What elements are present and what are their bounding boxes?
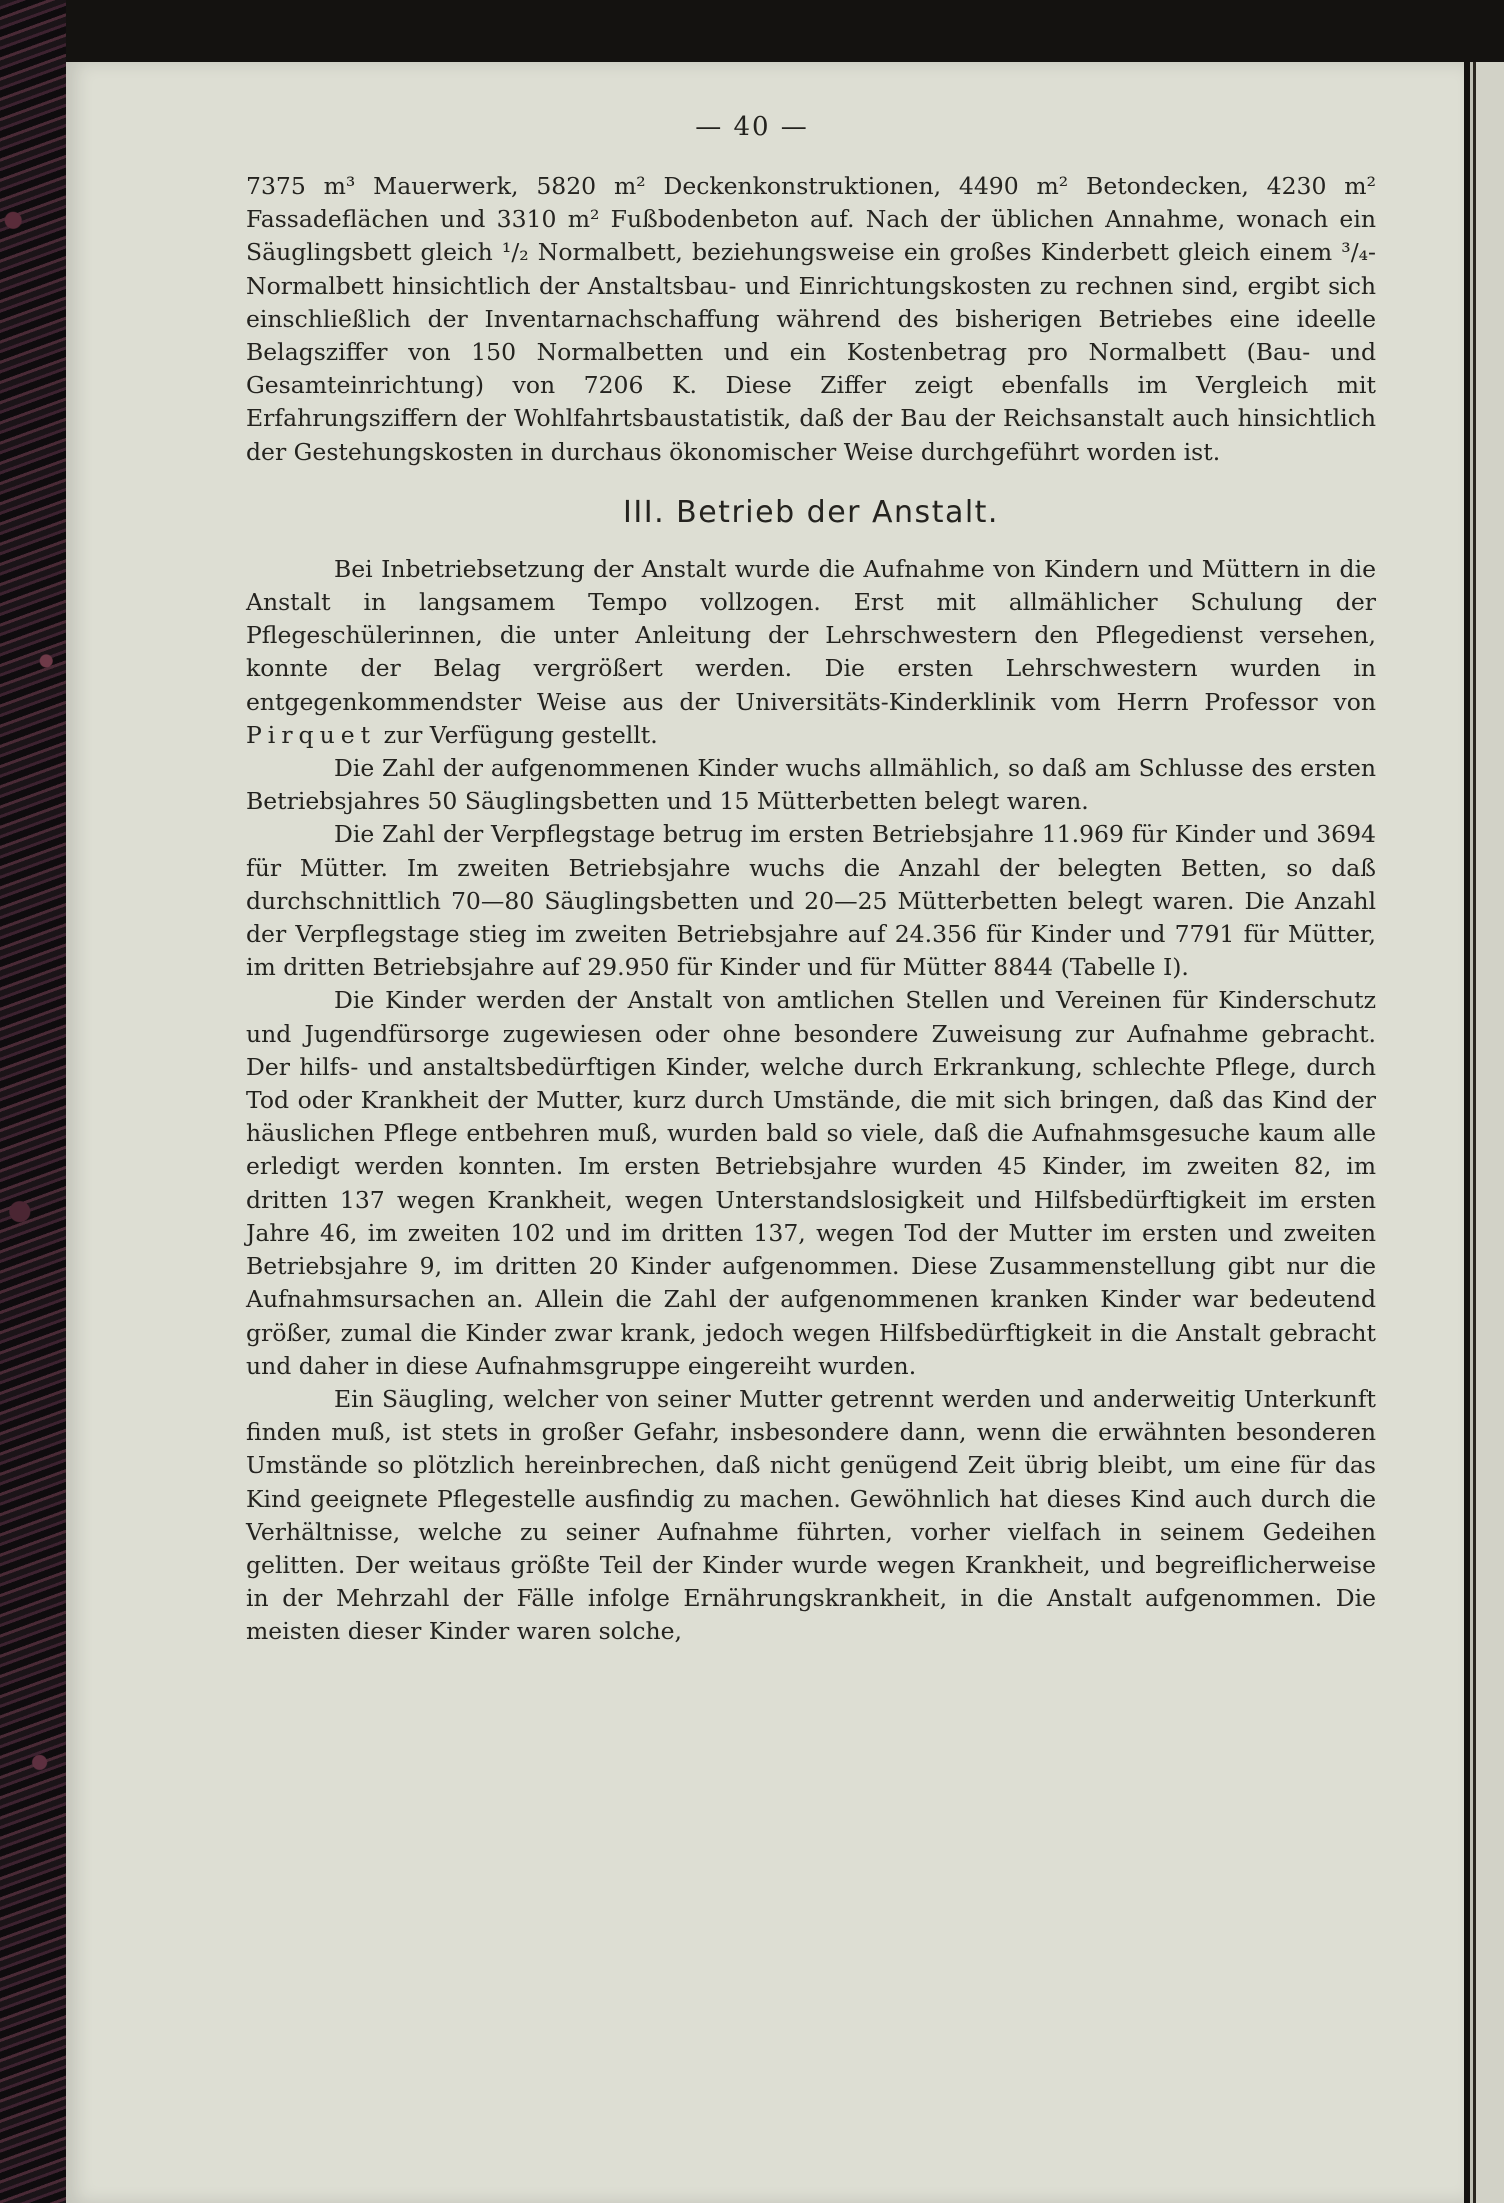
paragraph-care-days: Die Zahl der Verpflegstage betrug im ersten Betriebsjahre 11.969 für Kinder und 3694 für Mütter. Im zweiten Betriebsjahre wuchs die Anzahl der belegten Betten, so daß durchschnittlich 70—80 Säuglingsbetten und 20—25 Mütterbetten belegt waren. Die Anzahl der Verpflegstage stieg im zweiten Betriebsjahre auf 24.356 für Kinder und 7791 für Mütter, im dritten Betriebsjahre auf 29.950 für Kinder und für Mütter 8844 (Tabelle I). (246, 820, 1376, 982)
paragraph-commencement (246, 553, 1376, 752)
page-body-text (246, 170, 1376, 1649)
paragraph-children-count: Die Zahl der aufgenommenen Kinder wuchs allmählich, so daß am Schlusse des ersten Betriebsjahres 50 Säuglingsbetten und 15 Mütterbetten belegt waren. (246, 754, 1376, 816)
next-page-edge (1464, 62, 1504, 2203)
paragraph-commencement-text: Bei Inbetriebsetzung der Anstalt wurde die Aufnahme von Kindern und Müttern in die Anstalt in langsamem Tempo vollzogen. Erst mit allmählicher Schulung der Pflegeschülerinnen, die unter Anleitung der Lehrschwestern den Pflegedienst versehen, konnte der Belag vergrößert werden. Die ersten Lehrschwestern wurden in entgegenkommendster Weise aus der Universitäts-Kinderklinik vom Herrn Professor von (246, 554, 1376, 716)
section-heading: III. Betrieb der Anstalt. (623, 494, 999, 530)
paragraph-admissions: Die Kinder werden der Anstalt von amtlichen Stellen und Vereinen für Kinderschutz und Jugendfürsorge zugewiesen oder ohne besondere Zuweisung zur Aufnahme gebracht. Der hilfs- und anstaltsbedürftigen Kinder, welche durch Erkrankung, schlechte Pflege, durch Tod oder Krankheit der Mutter, kurz durch Umstände, die mit sich bringen, daß das Kind der häuslichen Pflege entbehren muß, wurden bald so viele, daß die Aufnahmsgesuche kaum alle erledigt werden konnten. Im ersten Betriebsjahre wurden 45 Kinder, im zweiten 82, im dritten 137 wegen Krankheit, wegen Unterstandslosigkeit und Hilfsbedürftigkeit im ersten Jahre 46, im zweiten 102 und im dritten 137, wegen Tod der Mutter im ersten und zweiten Betriebsjahre 9, im dritten 20 Kinder aufgenommen. Diese Zusammenstellung gibt nur die Aufnahmsursachen an. Allein die Zahl der aufgenommenen kranken Kinder war bedeutend größer, zumal die Kinder zwar krank, jedoch wegen Hilfsbedürftigkeit in die Anstalt gebracht und daher in diese Aufnahmsgruppe eingereiht wurden. (246, 986, 1376, 1380)
book-spine-marbled-cover (0, 0, 66, 2203)
spaced-name-pirquet: Pirquet (246, 720, 377, 749)
page-number: — 40 — (695, 112, 809, 142)
paragraph-infant-risk: Ein Säugling, welcher von seiner Mutter getrennt werden und anderweitig Unterkunft finden muß, ist stets in großer Gefahr, insbesondere dann, wenn die erwähnten besonderen Umstände so plötzlich hereinbrechen, daß nicht genügend Zeit übrig bleibt, um eine für das Kind geeignete Pflegestelle ausfindig zu machen. Gewöhnlich hat dieses Kind auch durch die Verhältnisse, welche zu seiner Aufnahme führten, vorher vielfach in seinem Gedeihen gelitten. Der weitaus größte Teil der Kinder wurde wegen Krankheit, und begreiflicherweise in der Mehrzahl der Fälle infolge Ernährungskrankheit, in die Anstalt aufgenommen. Die meisten dieser Kinder waren solche, (246, 1384, 1376, 1646)
paragraph-commencement-text-end: zur Verfügung gestellt. (376, 720, 658, 749)
paragraph-construction-costs: 7375 m³ Mauerwerk, 5820 m² Deckenkonstruktionen, 4490 m² Betondecken, 4230 m² Fassadeflächen und 3310 m² Fußbodenbeton auf. Nach der üblichen Annahme, wonach ein Säuglingsbett gleich ¹/₂ Normalbett, beziehungsweise ein großes Kinderbett gleich einem ³/₄-Normalbett hinsichtlich der Anstaltsbau- und Einrichtungskosten zu rechnen sind, ergibt sich einschließlich der Inventarnachschaffung während des bisherigen Betriebes eine ideelle Belagsziffer von 150 Normalbetten und ein Kostenbetrag pro Normalbett (Bau- und Gesamteinrichtung) von 7206 K. Diese Ziffer zeigt ebenfalls im Vergleich mit Erfahrungsziffern der Wohlfahrtsbaustatistik, daß der Bau der Reichsanstalt auch hinsichtlich der Gestehungskosten in durchaus ökonomischer Weise durchgeführt worden ist. (246, 172, 1376, 466)
